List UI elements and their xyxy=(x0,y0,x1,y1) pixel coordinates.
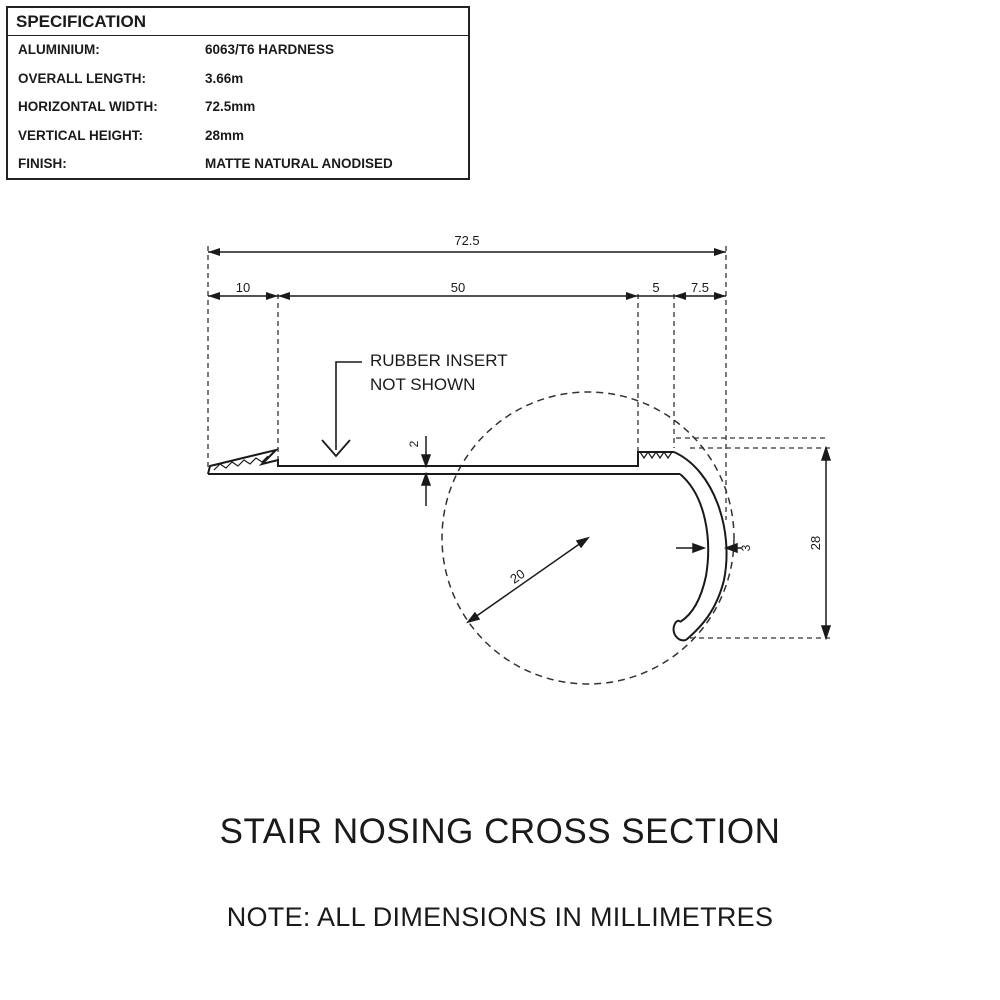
spec-value: MATTE NATURAL ANODISED xyxy=(205,156,393,172)
units-note: NOTE: ALL DIMENSIONS IN MILLIMETRES xyxy=(226,902,774,932)
dim-50-label: 50 xyxy=(450,280,466,295)
callout-line1: RUBBER INSERT xyxy=(370,351,508,370)
dim-thickness-label: 2 xyxy=(407,440,421,448)
spec-label: FINISH: xyxy=(18,156,67,172)
drawing-title: STAIR NOSING CROSS SECTION xyxy=(219,812,781,851)
dim-radius xyxy=(468,538,588,622)
spec-label: ALUMINIUM: xyxy=(18,42,100,57)
dim-5-label: 5 xyxy=(652,280,660,295)
dim-10-label: 10 xyxy=(235,280,251,295)
dim-7-5-label: 7.5 xyxy=(690,280,710,295)
callout-line2: NOT SHOWN xyxy=(370,375,476,394)
dim-height-label: 28 xyxy=(808,535,823,551)
spec-value: 3.66m xyxy=(205,70,244,86)
spec-value: 72.5mm xyxy=(205,99,256,115)
spec-label: OVERALL LENGTH: xyxy=(18,70,146,86)
spec-title: SPECIFICATION xyxy=(8,8,468,36)
dim-radius-label: 20 xyxy=(507,566,528,587)
spec-label: VERTICAL HEIGHT: xyxy=(18,127,144,143)
dim-overall-label: 72.5 xyxy=(454,233,480,248)
spec-value: 6063/T6 HARDNESS xyxy=(205,42,335,57)
dim-overall xyxy=(208,233,726,256)
nosing-profile xyxy=(208,450,727,640)
spec-value: 28mm xyxy=(205,127,245,143)
dim-segments xyxy=(208,280,726,300)
dim-thickness xyxy=(407,436,430,506)
dim-wall-label: 3 xyxy=(739,544,753,552)
dim-wall xyxy=(676,544,753,552)
dim-height xyxy=(808,448,830,638)
spec-label: HORIZONTAL WIDTH: xyxy=(18,99,158,115)
